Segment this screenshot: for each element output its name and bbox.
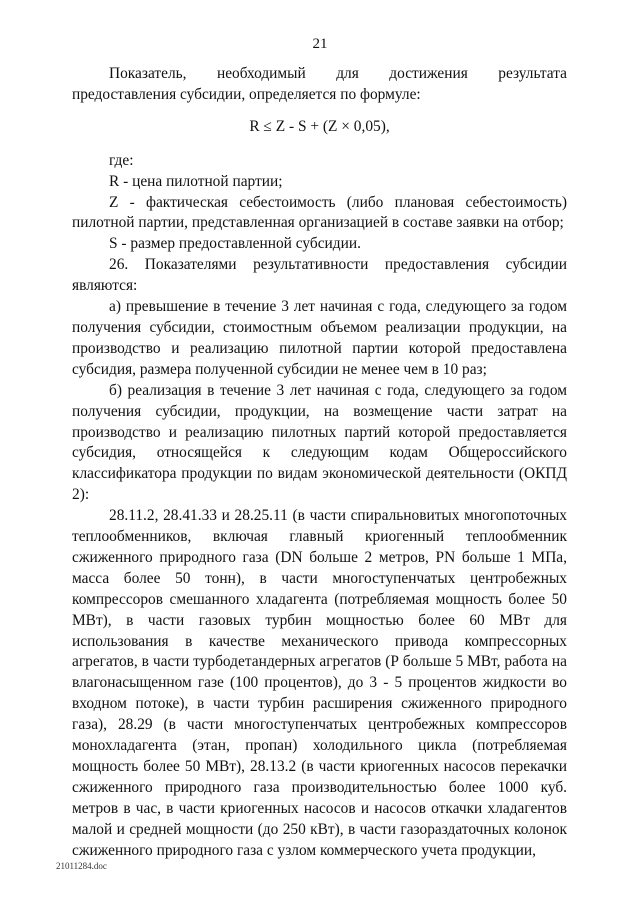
paragraph-r-definition: R - цена пилотной партии; xyxy=(109,172,283,190)
footer-filename: 21011284.doc xyxy=(56,861,107,871)
paragraph-subitem-a: а) превышение в течение 3 лет начиная с года, следующего за годом получения субсидии, стоимостным объемом реализации продукции, на производство и реализацию пилотной партии которой предоставлена субсидия, размера полученной субсидии не менее чем в 10 раз; xyxy=(72,298,567,378)
paragraph-s-definition: S - размер предоставленной субсидии. xyxy=(109,235,361,253)
paragraph-subitem-b: б) реализация в течение 3 лет начиная с года, следующего за годом получения субсидии, продукции, на возмещение части затрат на производство и реализацию пилотных партий которой предоставляется субсидия, относящейся к следующим кодам Общероссийского классификатора продукции по видам экономической деятельности (ОКПД 2): xyxy=(72,381,567,504)
document-body xyxy=(72,64,567,862)
formula: R ≤ Z - S + (Z × 0,05), xyxy=(249,117,390,135)
paragraph-formula-intro: Показатель, необходимый для достижения результата предоставления субсидии, определяется по формуле: xyxy=(72,65,567,103)
paragraph-z-definition: Z - фактическая себестоимость (либо плановая себестоимость) пилотной партии, представленная организацией в составе заявки на отбор; xyxy=(72,193,567,232)
paragraph-where: где: xyxy=(109,151,134,169)
page-number: 21 xyxy=(312,36,328,52)
paragraph-item-26: 26. Показателями результативности предоставления субсидии являются: xyxy=(72,256,567,295)
paragraph-okpd-codes: 28.11.2, 28.41.33 и 28.25.11 (в части спиральновитых многопоточных теплообменников, включая главный криогенный теплообменник сжиженного природного газа (DN больше 2 метров, PN больше 1 МПа, масса более 50 тонн), в части многоступенчатых центробежных компрессоров смешанного хладагента (потребляемая мощность более 50 МВт), в части газовых турбин мощностью более 60 МВт для использования в качестве механического привода компрессорных агрегатов, в части турбодетандерных агрегатов (Р больше 5 МВт, работа на влагонасыщенном газе (100 процентов), до 3 - 5 процентов жидкости во входном потоке), в части турбин расширения сжиженного природного газа), 28.29 (в части многоступенчатых центробежных компрессоров монохладагента (этан, пропан) холодильного цикла (потребляемая мощность более 50 МВт), 28.13.2 (в части криогенных насосов перекачки сжиженного природного газа производительностью более 1000 куб. метров в час, в части криогенных насосов и насосов откачки хладагентов малой и средней мощности (до 250 кВт), в части газораздаточных колонок сжиженного природного газа с узлом коммерческого учета продукции, xyxy=(72,507,567,859)
